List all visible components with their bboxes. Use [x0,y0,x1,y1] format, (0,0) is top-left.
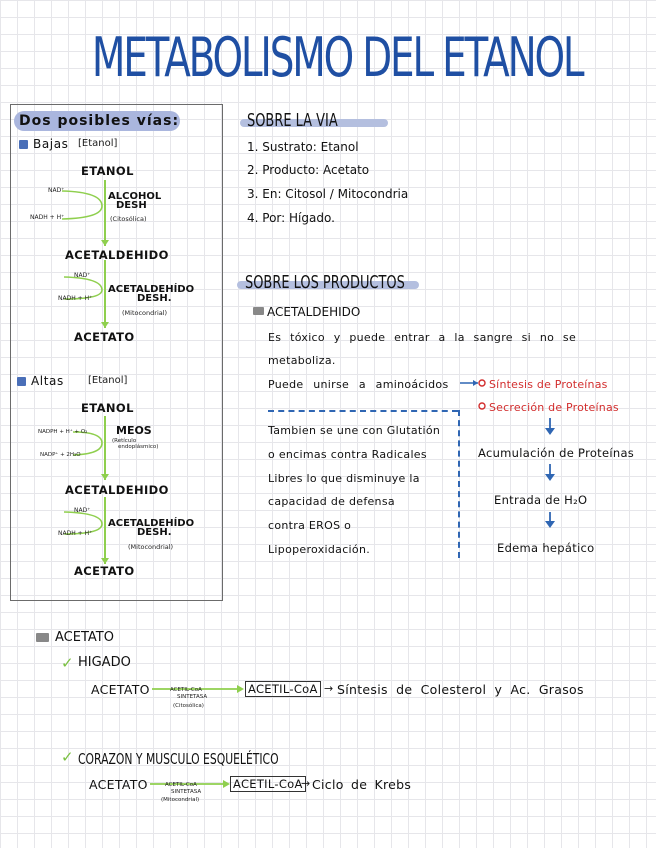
low-enzyme-1b: DESH [116,200,147,211]
high-bracket: [Etanol] [88,375,128,386]
corazon-enzyme-b: SINTETASA [171,789,202,795]
low-cofactor-out-2: NADH + H⁺ [58,295,93,302]
corazon-start: ACETATO [89,777,148,792]
via-item-4: 4. Por: Hígado. [247,211,335,225]
higado-product: ACETIL-CoA [245,681,321,697]
higado-result: Síntesis de Colesterol y Ac. Grasos [337,682,584,697]
high-enzyme-1-loc-b: endoplásmico) [118,444,159,450]
high-ethanol: ETANOL [81,401,134,415]
high-acetato: ACETATO [74,564,135,578]
higado-start: ACETATO [91,682,150,697]
corazon-label: CORAZON Y MUSCULO ESQUELÉTICO [78,750,279,768]
corazon-result: Ciclo de Krebs [312,777,412,792]
page-title: METABOLISMO DEL ETANOL [91,26,583,89]
corazon-enzyme-a: ACETIL-CoA [165,782,197,788]
red-protein-secretion: Secreción de Proteínas [489,401,619,414]
high-cofactor-in-1: NADPH + H⁺ + O₂ [38,429,88,435]
low-enzyme-1-loc: (Citosólica) [110,215,147,223]
check-icon: ✓ [61,654,74,672]
check-icon: ✓ [61,748,74,766]
higado-label: HIGADO [78,655,131,670]
pathways-heading: Dos posibles vías: [19,113,180,129]
toxic-line-2: metaboliza. [268,354,336,367]
chain-water-entry: Entrada de H₂O [494,493,588,507]
low-enzyme-2a: ACETALDEHÍDO [108,284,195,295]
low-label: Bajas [33,137,69,151]
higado-enzyme-b: SINTETASA [177,694,208,700]
via-item-3: 3. En: Citosol / Mitocondria [247,187,409,201]
low-acetato: ACETATO [74,330,135,344]
arrow-right-icon: → [301,777,311,790]
bullet-square-icon [17,377,26,386]
higado-enzyme-a: ACETIL-CoA [170,687,202,693]
low-enzyme-1a: ALCOHOL [108,191,162,202]
acetato-heading: ACETATO [55,630,114,645]
dashed-divider [458,410,460,558]
arrow-to-red-icon [458,374,488,414]
low-bracket: [Etanol] [78,138,118,149]
glut-line-1: Tambien se une con Glutatión [268,424,441,437]
chain-accumulation: Acumulación de Proteínas [478,446,635,460]
low-ethanol: ETANOL [81,164,134,178]
high-enzyme-2b: DESH. [137,527,172,538]
red-protein-synthesis: Síntesis de Proteínas [489,378,608,391]
bullet-square-icon [36,633,49,642]
chain-edema: Edema hepático [497,541,595,555]
high-enzyme-1-loc-a: (Retículo [112,438,137,444]
high-enzyme-2a: ACETALDEHÍDO [108,518,195,529]
glut-line-5: contra EROS o [268,519,352,532]
high-enzyme-2-loc: (Mitocondrial) [128,543,174,551]
arrow-right-icon: → [324,682,334,695]
low-enzyme-2-loc: (Mitocondrial) [122,309,168,317]
bullet-square-icon [19,140,28,149]
high-cofactor-out-2: NADH + H⁺ [58,530,93,537]
consequence-arrows [540,416,560,536]
low-acetaldehido: ACETALDEHIDO [65,248,169,262]
bullet-square-icon [253,307,264,315]
high-label: Altas [31,374,64,388]
acetaldehido-label: ACETALDEHIDO [267,305,361,319]
corazon-product: ACETIL-CoA [230,776,306,792]
sobre-productos-heading: SOBRE LOS PRODUCTOS [245,272,405,293]
higado-enzyme-loc: (Citosólica) [173,703,204,709]
low-cofactor-in-1: NAD⁺ [48,187,65,194]
dashed-divider [268,410,458,412]
corazon-enzyme-loc: (Mitocondrial) [161,797,200,803]
low-cofactor-out-1: NADH + H⁺ [30,214,65,221]
via-item-2: 2. Producto: Acetato [247,163,370,177]
glut-line-3: Libres lo que disminuye la [268,472,420,485]
aminoacid-line: Puede unirse a aminoácidos [268,378,449,391]
glut-line-2: o encimas contra Radicales [268,448,427,461]
toxic-line-1: Es tóxico y puede entrar a la sangre si no se [268,331,577,344]
via-item-1: 1. Sustrato: Etanol [247,140,359,154]
low-cofactor-in-2: NAD⁺ [74,272,91,279]
glut-line-6: Lipoperoxidación. [268,543,371,556]
high-enzyme-1: MEOS [116,424,152,437]
high-cofactor-in-2: NAD⁺ [74,507,91,514]
glut-line-4: capacidad de defensa [268,495,395,508]
high-cofactor-out-1: NADP⁺ + 2H₂O [40,452,81,458]
low-enzyme-2b: DESH. [137,293,172,304]
sobre-via-heading: SOBRE LA VIA [247,110,338,131]
high-acetaldehido: ACETALDEHIDO [65,483,169,497]
